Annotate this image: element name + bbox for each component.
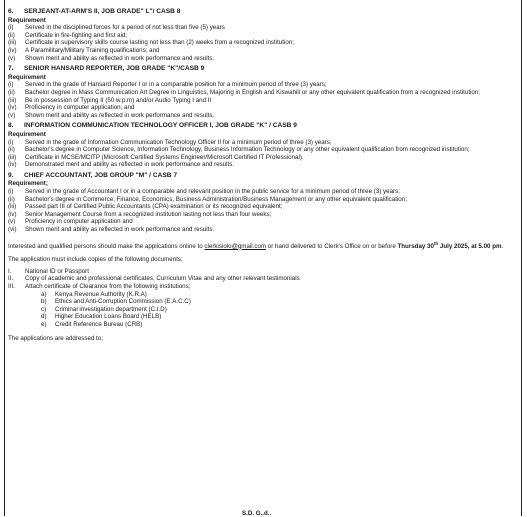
clearance-text: Credit Reference Bureau (CRB) — [55, 321, 143, 329]
item-numeral: (i) — [8, 81, 14, 89]
requirement-item — [8, 196, 518, 204]
requirement-label: Requirement — [8, 73, 46, 81]
section-title — [8, 8, 518, 16]
section-title-text: INFORMATION COMMUNICATION TECHNOLOGY OFFICER I, JOB GRADE "K" / CASB 9 — [24, 122, 297, 130]
section-title-text: CHIEF ACCOUNTANT, JOB GROUP "M" / CASB 7 — [24, 171, 178, 179]
item-numeral: (ii) — [8, 195, 15, 203]
section-title-text: SERJEANT-AT-ARM'S II, JOB GRADE" L"/ CASB 8 — [24, 8, 181, 15]
document-numeral: I. — [8, 267, 12, 275]
signature-partial: S.D. G..d.. — [242, 510, 272, 517]
item-numeral: (i) — [8, 24, 14, 32]
requirement-item — [8, 154, 518, 162]
documents-intro: The application must include copies of the following documents; — [8, 256, 183, 264]
requirement-item — [8, 104, 518, 112]
documents-list — [8, 268, 518, 291]
requirement-item — [8, 55, 518, 63]
item-numeral: (ii) — [8, 88, 15, 96]
document-item — [8, 268, 518, 276]
document-text: Attach certificate of Clearance from the following institutions; — [25, 283, 191, 291]
requirement-label: Requirement; — [8, 180, 48, 188]
item-text: Served in the grade of Hansard Reporter I or in a comparable position for a minimum period of three (3) years; — [25, 81, 327, 89]
clearance-item — [8, 306, 518, 314]
clearance-letter: a) — [41, 290, 47, 298]
clearance-letter: e) — [41, 321, 47, 329]
item-text: Passed part III of Certified Public Accountants (CPA) examination or its recognized equivalent; — [25, 203, 283, 211]
requirement-item — [8, 226, 518, 234]
requirement-label: Requirement — [8, 130, 46, 138]
requirement-item — [8, 47, 518, 55]
addressed-to: The applications are addressed to; — [8, 334, 103, 342]
section-title-text: SENIOR HANSARD REPORTER, JOB GRADE "K"/CASB 9 — [24, 65, 205, 73]
job-sections — [8, 8, 518, 234]
item-numeral: (i) — [8, 188, 14, 196]
clearance-text: Ethics and Anti-Corruption Commission (E.A.C.C) — [55, 298, 191, 306]
item-numeral: (vi) — [8, 226, 17, 234]
requirement-item — [8, 218, 518, 226]
item-numeral: (ii) — [8, 146, 15, 154]
item-text: Certificate in supervisory skills course lasting not less than (2) weeks from a recognized institution; — [25, 39, 294, 47]
email-link[interactable]: clerkisiolo@gmail.com — [204, 242, 267, 250]
item-text: Shown merit and ability as reflected in work performance and results. — [25, 54, 215, 62]
requirement-item — [8, 97, 518, 105]
item-numeral: (v) — [8, 54, 16, 62]
job-section — [8, 122, 518, 169]
item-numeral: (iv) — [8, 46, 17, 54]
item-text: Be in possession of Typing II (50 w.p.m) and/or Audio Typing I and II — [25, 96, 212, 104]
requirement-item — [8, 188, 518, 196]
item-numeral: (v) — [8, 111, 16, 119]
document-numeral: II. — [8, 275, 14, 283]
job-section — [8, 65, 518, 119]
clearance-item — [8, 298, 518, 306]
item-numeral: (iv) — [8, 161, 17, 169]
document-numeral: III. — [8, 283, 15, 291]
item-numeral: (iii) — [8, 203, 17, 211]
document-text: National ID or Passport — [25, 267, 89, 275]
document-item — [8, 283, 518, 291]
requirement-label: Requirement — [8, 16, 46, 24]
requirement-item — [8, 32, 518, 40]
item-numeral: (iv) — [8, 104, 17, 112]
clearance-text: Kenya Revenue Authority (K.R.A) — [55, 290, 147, 298]
item-text: Senior Management Course from a recognized institution lasting not less than four weeks; — [25, 210, 272, 218]
item-text: Bachelor degree in Mass Communication Art Degree in Linguistics, Majoring in English and Kiswahili or any other equivalent qualification from a recognized institution; — [25, 88, 481, 96]
application-mid: or hand delivered to Clerk's Office on or before — [266, 242, 398, 250]
application-intro: Interested and qualified persons should make the applications online to — [8, 242, 205, 250]
item-text: Demonstrated merit and ability as reflected in work performance and results. — [25, 161, 235, 169]
requirement-item — [8, 139, 518, 147]
clearance-letter: b) — [41, 298, 47, 306]
clearance-item — [8, 321, 518, 329]
requirement-item — [8, 89, 518, 97]
application-end: . — [501, 242, 504, 250]
item-text: Certificate in MCSE/MCITP (Microsoft Certified Systems Engineer/Microsoft Certified IT Professional). — [25, 153, 304, 161]
requirement-item — [8, 24, 518, 32]
section-number: 7. — [8, 65, 14, 73]
requirement-item — [8, 81, 518, 89]
requirement-item — [8, 203, 518, 211]
item-numeral: (iii) — [8, 153, 17, 161]
section-title — [8, 122, 518, 130]
section-title — [8, 172, 518, 180]
requirement-item — [8, 211, 518, 219]
section-number: 9. — [8, 171, 14, 179]
document-item — [8, 275, 518, 283]
job-section — [8, 172, 518, 234]
item-text: Served in the disciplined forces for a period of not less than five (5) years — [25, 24, 225, 32]
advert-body — [8, 5, 518, 342]
item-numeral: (iii) — [8, 96, 17, 104]
item-numeral: (i) — [8, 138, 14, 146]
clearance-list — [8, 291, 518, 329]
clearance-letter: c) — [41, 305, 47, 313]
section-title — [8, 65, 518, 73]
requirement-item — [8, 146, 518, 154]
deadline: Thursday 30th July 2025, at 5.00 pm — [397, 240, 502, 250]
clearance-item — [8, 313, 518, 321]
document-text: Copy of academic and professional certificates, Curriculum Vitae and any other relevant testimonials — [25, 275, 300, 283]
item-text: Certificate in fire-fighting and first aid; — [25, 31, 128, 39]
item-numeral: (v) — [8, 218, 16, 226]
item-text: A Paramilitary/Military Training qualifications; and — [25, 46, 160, 54]
requirement-item — [8, 112, 518, 120]
job-section — [8, 8, 518, 62]
section-number: 8. — [8, 122, 14, 130]
clearance-letter: d) — [41, 313, 47, 321]
item-text: Shown merit and ability as reflected in work performance and results. — [25, 226, 215, 234]
item-numeral: (iv) — [8, 210, 17, 218]
item-text: Served in the grade of Information Communication Technology Officer II for a minimum period of three (3) years; — [25, 138, 332, 146]
requirement-item — [8, 161, 518, 169]
item-text: Bachelor's degree in Computer Science, Information Technology, Business Information Technology or any other equivalent qualification from recognized institution; — [25, 146, 470, 154]
item-text: Served in the grade of Accountant I or in a comparable and relevant position in the public service for a minimum period of three (3) years; — [25, 188, 400, 196]
item-text: Proficiency in computer application; and — [25, 104, 135, 112]
clearance-text: Higher Education Loans Board (HELB) — [55, 313, 162, 321]
requirement-item — [8, 39, 518, 47]
section-number: 6. — [8, 8, 14, 15]
item-text: Proficiency in computer application and — [25, 218, 133, 226]
item-numeral: (iii) — [8, 39, 17, 47]
item-text: Bachelor's degree in Commerce, Finance, Economics, Business Administration/Business Management or any other equivalent qualification; — [25, 195, 407, 203]
item-numeral: (ii) — [8, 31, 15, 39]
clearance-text: Criminal investigation department (C.I.D) — [55, 305, 167, 313]
clearance-item — [8, 291, 518, 299]
item-text: Shown merit and ability as reflected in work performance and results. — [25, 111, 215, 119]
application-instructions — [8, 240, 518, 251]
